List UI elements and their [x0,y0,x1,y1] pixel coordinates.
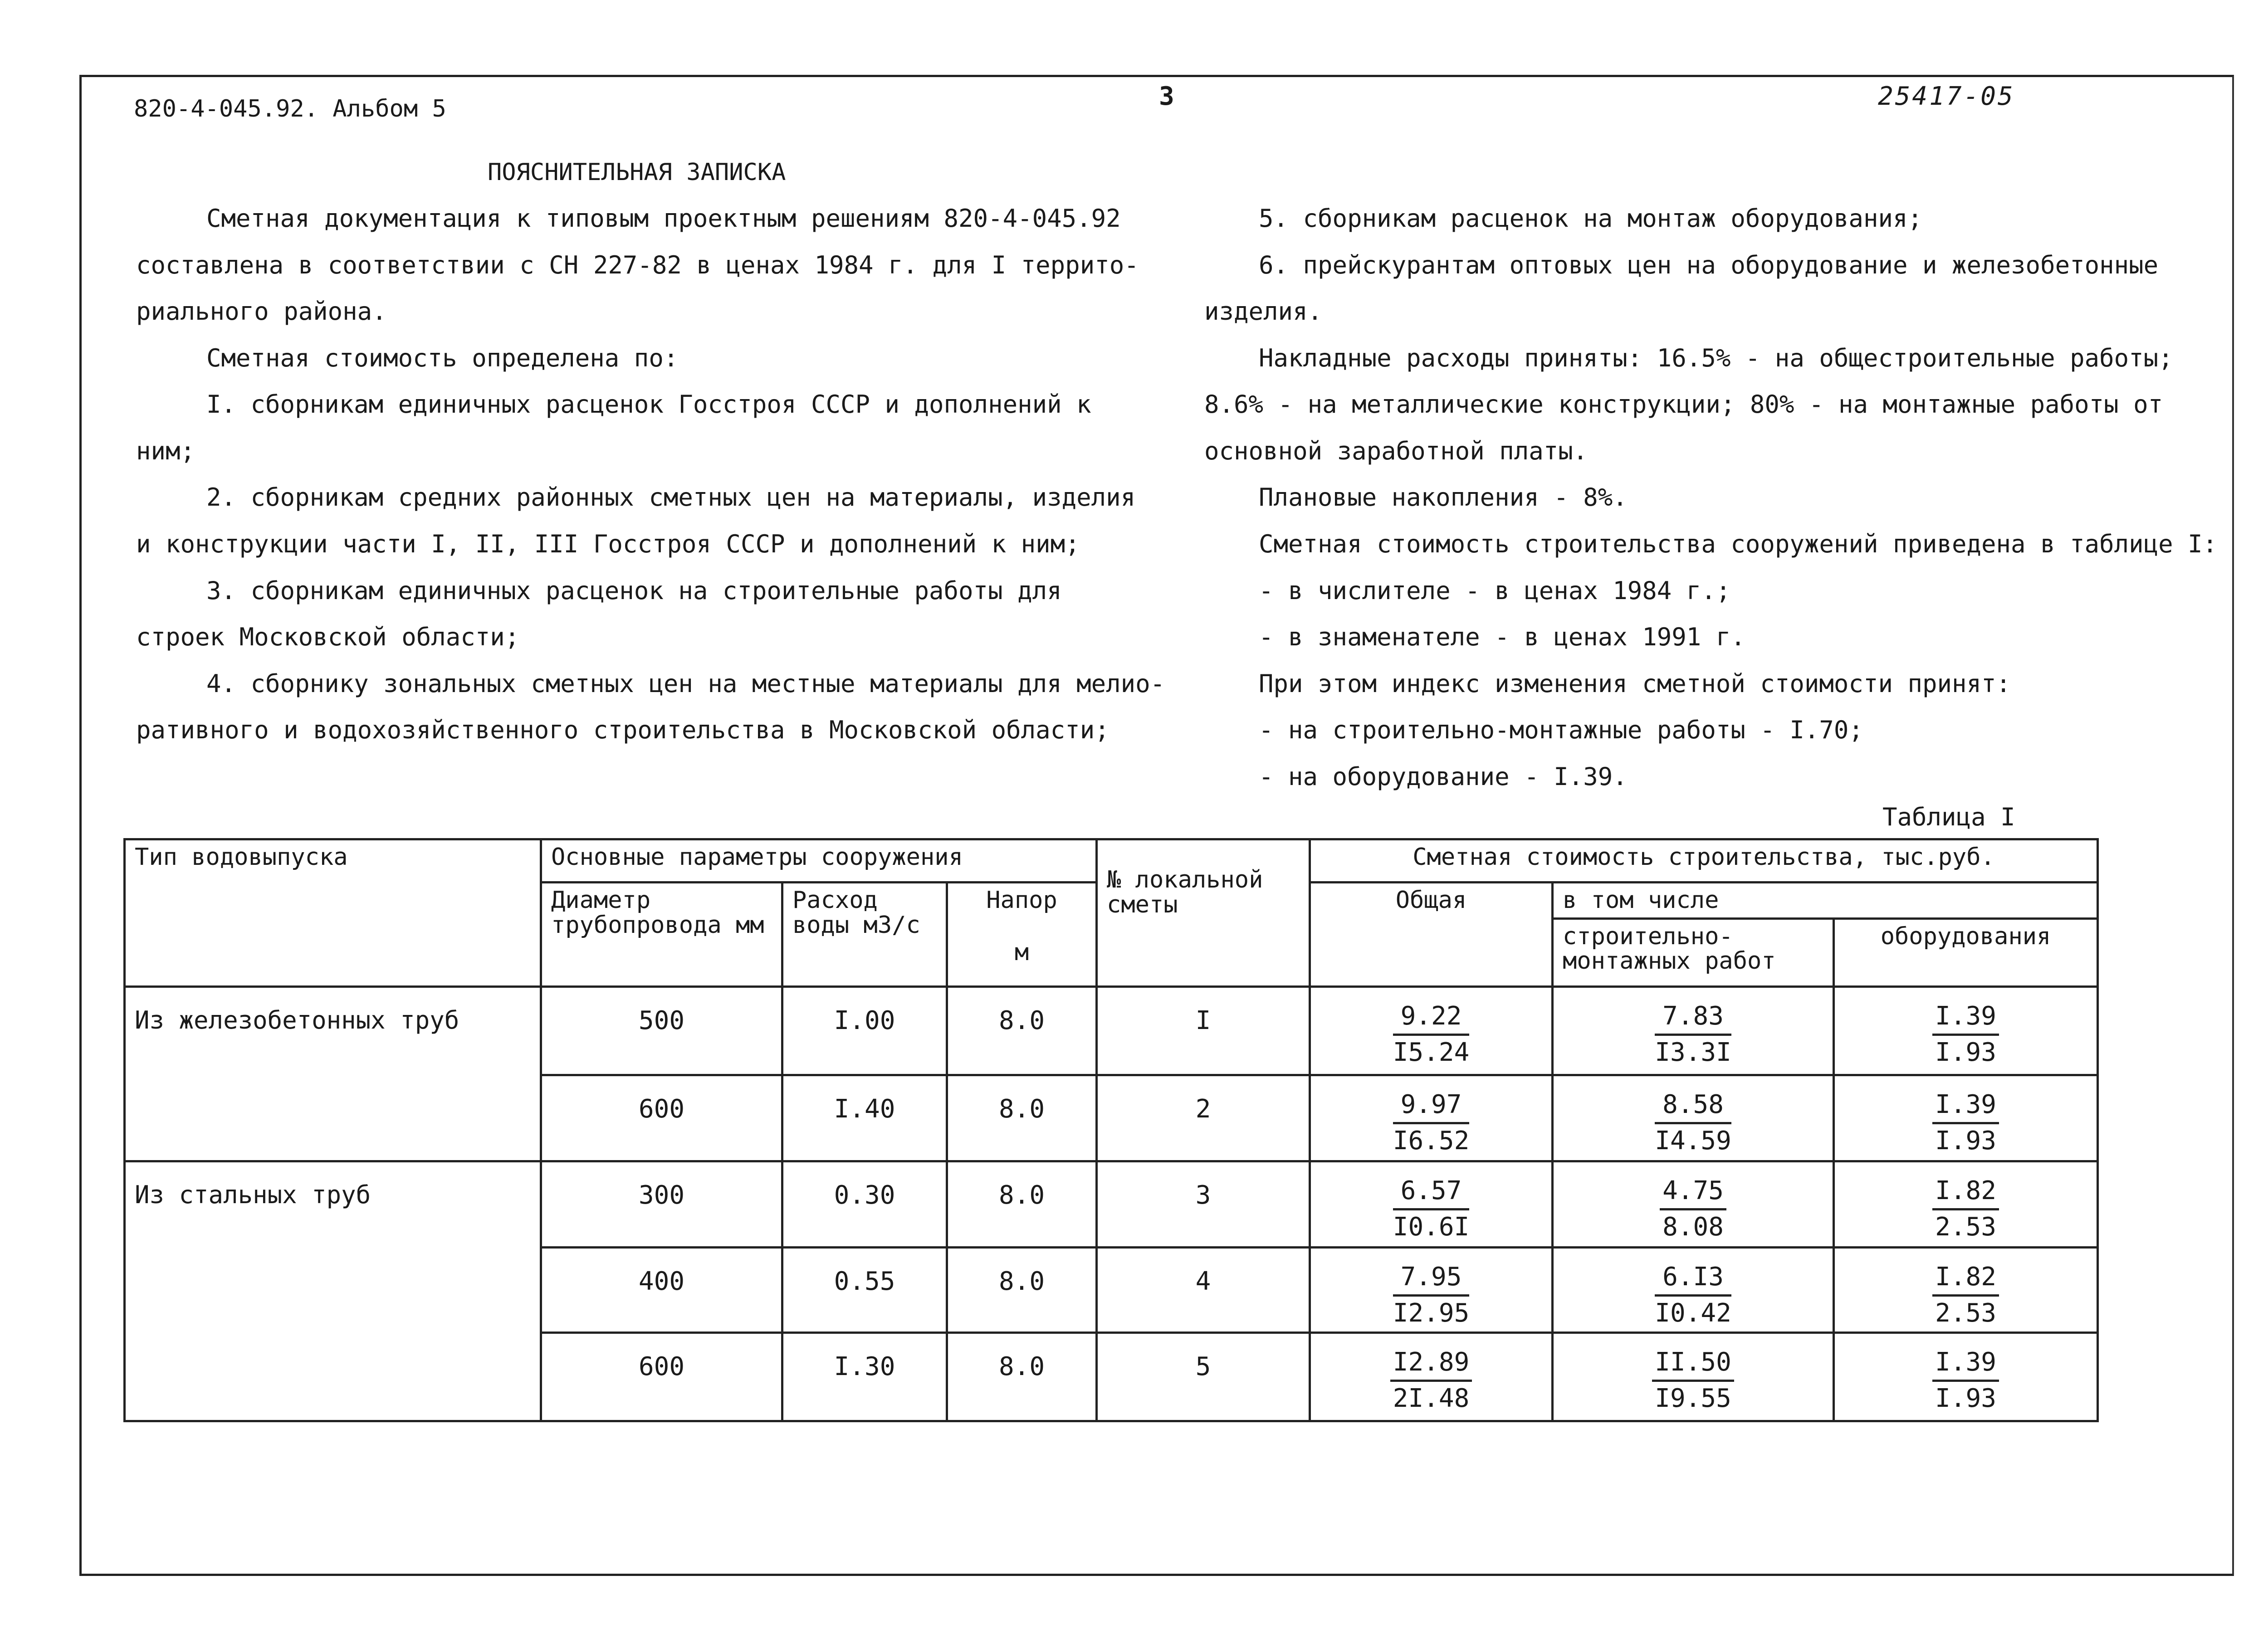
header-flow: Расход воды м3/с [782,883,947,987]
fraction [1932,1249,1999,1328]
header-diameter: Диаметр трубопровода мм [541,883,782,987]
fraction [1393,1162,1470,1242]
text-line: Плановые накопления - 8%. [1259,483,1628,512]
text-line: 4. сборнику зональных сметных цен на местные материалы для мелио- [206,669,1165,698]
cell-equipment [1834,1075,2098,1161]
text-line: - на оборудование - I.39. [1259,762,1628,791]
cell-estimate: I [1097,986,1310,1075]
fraction [1652,1334,1734,1413]
table-body [125,986,2098,1421]
value-1991: I0.6I [1393,1212,1470,1242]
value-1991: I.93 [1935,1037,1996,1067]
header-total: Общая [1310,883,1553,987]
text-line: При этом индекс изменения сметной стоимости принят: [1259,669,2011,698]
cell-diameter: 400 [541,1247,782,1332]
fraction [1932,1076,1999,1156]
cell-head: 8.0 [947,1161,1097,1247]
fraction [1932,1162,1999,1242]
text-line: строек Московской области; [136,623,520,651]
value-1991: I.93 [1935,1126,1996,1156]
cell-equipment [1834,1161,2098,1247]
value-1984: 9.97 [1393,1090,1470,1124]
cell-estimate: 4 [1097,1247,1310,1332]
cell-total [1310,1075,1553,1161]
cell-diameter: 600 [541,1075,782,1161]
cell-total [1310,1247,1553,1332]
cell-head: 8.0 [947,1075,1097,1161]
value-1984: 6.I3 [1655,1262,1731,1297]
cost-table [123,838,2099,1422]
cell-estimate: 3 [1097,1161,1310,1247]
cell-head: 8.0 [947,1332,1097,1421]
cell-total [1310,1161,1553,1247]
document-code: 820-4-045.92. Альбом 5 [134,95,446,122]
value-1984: I.39 [1932,1347,1999,1382]
header-construction: строительно-монтажных работ [1553,918,1834,986]
value-1984: 8.58 [1655,1090,1731,1124]
cell-flow: I.40 [782,1075,947,1161]
fraction [1932,988,1999,1067]
cell-head: 8.0 [947,986,1097,1075]
header-cost-group: Сметная стоимость строительства, тыс.руб. [1310,839,2098,883]
cell-flow: I.00 [782,986,947,1075]
text-line: Сметная стоимость строительства сооружений приведена в таблице I: [1259,530,2218,558]
header-type: Тип водовыпуска [125,839,541,987]
cell-flow: 0.55 [782,1247,947,1332]
value-1984: I2.89 [1390,1347,1472,1382]
text-line: составлена в соответствии с СН 227-82 в ценах 1984 г. для I террито- [136,251,1139,279]
cell-equipment [1834,1332,2098,1421]
header-equipment: оборудования [1834,918,2098,986]
value-1984: I.82 [1932,1176,1999,1210]
fraction [1393,988,1470,1067]
header-head [947,883,1097,987]
text-line: риального района. [136,297,387,326]
value-1991: I4.59 [1655,1126,1731,1156]
text-line: - в знаменателе - в ценах 1991 г. [1259,623,1745,651]
fraction [1393,1249,1470,1328]
cell-total [1310,1332,1553,1421]
fraction [1390,1334,1472,1413]
text-line: основной заработной платы. [1204,437,1588,465]
value-1991: I9.55 [1655,1383,1731,1413]
text-line: Сметная документация к типовым проектным решениям 820-4-045.92 [206,204,1121,233]
text-line: 5. сборникам расценок на монтаж оборудования; [1259,204,1922,233]
text-line: и конструкции части I, II, III Госстроя СССР и дополнений к ним; [136,530,1080,558]
fraction [1393,1076,1470,1156]
header-params-group: Основные параметры сооружения [541,839,1097,883]
text-line: ративного и водохозяйственного строительства в Московской области; [136,716,1110,744]
value-1991: I3.3I [1655,1037,1731,1067]
text-line: - на строительно-монтажные работы - I.70; [1259,716,1863,744]
value-1984: I.82 [1932,1262,1999,1297]
value-1984: I.39 [1932,1001,1999,1036]
cell-equipment [1834,986,2098,1075]
value-1991: I.93 [1935,1383,1996,1413]
text-line: ним; [136,437,196,465]
cell-construction [1553,986,1834,1075]
cell-diameter: 500 [541,986,782,1075]
text-line: 2. сборникам средних районных сметных цен на материалы, изделия [206,483,1136,512]
value-1984: 4.75 [1660,1176,1726,1210]
value-1984: 9.22 [1393,1001,1470,1036]
header-head-unit: м [1014,938,1029,966]
header-head-label: Напор [986,887,1057,914]
header-estimate-no: № локальной сметы [1097,839,1310,987]
stamp-number: 25417-05 [1878,82,2015,111]
value-1991: 2.53 [1935,1212,1996,1242]
text-line: изделия. [1204,297,1323,326]
value-1991: I2.95 [1393,1298,1470,1328]
cell-type: Из стальных труб [125,1161,541,1421]
cell-estimate: 2 [1097,1075,1310,1161]
cell-diameter: 300 [541,1161,782,1247]
value-1984: 7.95 [1393,1262,1470,1297]
cell-flow: 0.30 [782,1161,947,1247]
text-line: Накладные расходы приняты: 16.5% - на общестроительные работы; [1259,344,2173,372]
text-line: 3. сборникам единичных расценок на строительные работы для [206,576,1062,605]
table-caption: Таблица I [1882,803,2015,831]
value-1991: I0.42 [1655,1298,1731,1328]
value-1991: I5.24 [1393,1037,1470,1067]
header-including: в том числе [1553,883,2098,919]
text-line: Сметная стоимость определена по: [206,344,679,372]
page-title: ПОЯСНИТЕЛЬНАЯ ЗАПИСКА [488,159,786,186]
cell-construction [1553,1161,1834,1247]
text-line: 6. прейскурантам оптовых цен на оборудование и железобетонные [1259,251,2159,279]
fraction [1660,1162,1726,1242]
cell-type: Из железобетонных труб [125,986,541,1161]
cell-construction [1553,1075,1834,1161]
fraction [1655,1249,1731,1328]
fraction [1932,1334,1999,1413]
cell-construction [1553,1247,1834,1332]
value-1984: 6.57 [1393,1176,1470,1210]
table-row [125,986,2098,1075]
value-1991: 2.53 [1935,1298,1996,1328]
cell-diameter: 600 [541,1332,782,1421]
text-line: 8.6% - на металлические конструкции; 80% - на монтажные работы от [1204,390,2163,419]
value-1984: 7.83 [1655,1001,1731,1036]
cell-equipment [1834,1247,2098,1332]
value-1984: I.39 [1932,1090,1999,1124]
cell-head: 8.0 [947,1247,1097,1332]
value-1991: 2I.48 [1393,1383,1470,1413]
fraction [1655,988,1731,1067]
table-row [125,1161,2098,1247]
cell-construction [1553,1332,1834,1421]
text-line: I. сборникам единичных расценок Госстроя СССР и дополнений к [206,390,1091,419]
text-line: - в числителе - в ценах 1984 г.; [1259,576,1731,605]
value-1984: II.50 [1652,1347,1734,1382]
cell-estimate: 5 [1097,1332,1310,1421]
value-1991: I6.52 [1393,1126,1470,1156]
cell-flow: I.30 [782,1332,947,1421]
cell-total [1310,986,1553,1075]
value-1991: 8.08 [1662,1212,1724,1242]
fraction [1655,1076,1731,1156]
page-number: 3 [1159,82,1174,111]
